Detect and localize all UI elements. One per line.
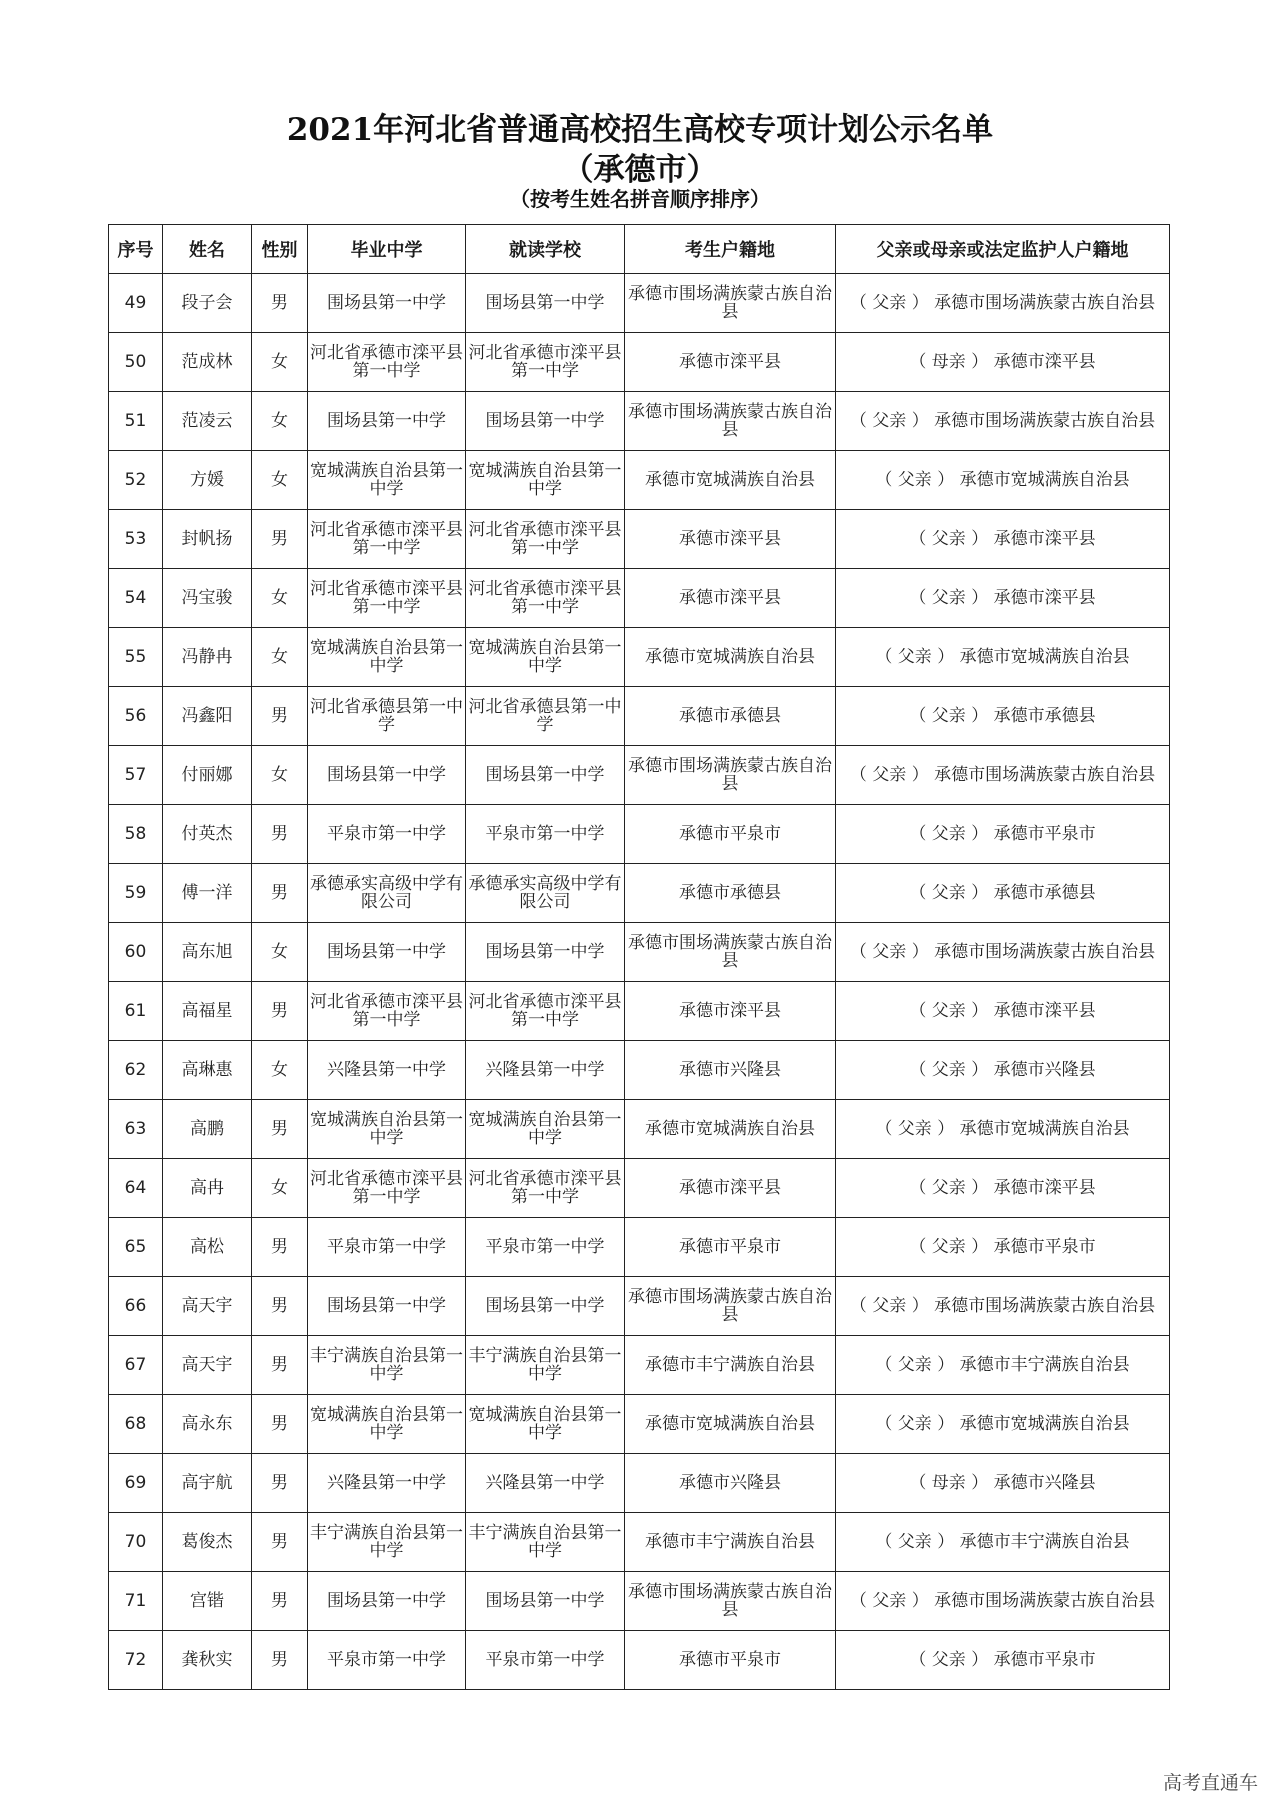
cell-seq: 67 bbox=[109, 1336, 163, 1395]
cell-current-school: 平泉市第一中学 bbox=[466, 1631, 625, 1690]
cell-grad-school: 平泉市第一中学 bbox=[308, 805, 466, 864]
cell-grad-school: 河北省承德市滦平县第一中学 bbox=[308, 982, 466, 1041]
table-header-row bbox=[109, 225, 1170, 274]
cell-grad-school: 围场县第一中学 bbox=[308, 746, 466, 805]
cell-name: 高松 bbox=[163, 1218, 252, 1277]
cell-name: 高天宇 bbox=[163, 1277, 252, 1336]
cell-current-school: 河北省承德市滦平县第一中学 bbox=[466, 510, 625, 569]
cell-gender: 男 bbox=[252, 1454, 308, 1513]
cell-name: 段子会 bbox=[163, 274, 252, 333]
cell-residence: 承德市平泉市 bbox=[625, 1631, 836, 1690]
cell-grad-school: 宽城满族自治县第一中学 bbox=[308, 1395, 466, 1454]
table-row bbox=[109, 746, 1170, 805]
cell-residence: 承德市围场满族蒙古族自治县 bbox=[625, 392, 836, 451]
cell-guardian-residence: （ 父亲 ） 承德市围场满族蒙古族自治县 bbox=[836, 1572, 1170, 1631]
cell-gender: 女 bbox=[252, 746, 308, 805]
table-row bbox=[109, 687, 1170, 746]
cell-guardian-residence: （ 父亲 ） 承德市围场满族蒙古族自治县 bbox=[836, 923, 1170, 982]
cell-gender: 男 bbox=[252, 982, 308, 1041]
table-row bbox=[109, 333, 1170, 392]
cell-gender: 男 bbox=[252, 274, 308, 333]
table-row bbox=[109, 982, 1170, 1041]
cell-grad-school: 河北省承德县第一中学 bbox=[308, 687, 466, 746]
table-row bbox=[109, 392, 1170, 451]
table-row bbox=[109, 628, 1170, 687]
table-row bbox=[109, 1159, 1170, 1218]
cell-seq: 72 bbox=[109, 1631, 163, 1690]
cell-gender: 男 bbox=[252, 1336, 308, 1395]
cell-gender: 男 bbox=[252, 1277, 308, 1336]
cell-name: 付丽娜 bbox=[163, 746, 252, 805]
cell-guardian-residence: （ 父亲 ） 承德市兴隆县 bbox=[836, 1041, 1170, 1100]
cell-seq: 70 bbox=[109, 1513, 163, 1572]
cell-guardian-residence: （ 父亲 ） 承德市滦平县 bbox=[836, 1159, 1170, 1218]
cell-residence: 承德市滦平县 bbox=[625, 982, 836, 1041]
cell-current-school: 河北省承德市滦平县第一中学 bbox=[466, 569, 625, 628]
cell-seq: 65 bbox=[109, 1218, 163, 1277]
cell-guardian-residence: （ 父亲 ） 承德市围场满族蒙古族自治县 bbox=[836, 392, 1170, 451]
cell-gender: 男 bbox=[252, 1100, 308, 1159]
cell-current-school: 宽城满族自治县第一中学 bbox=[466, 1100, 625, 1159]
cell-grad-school: 宽城满族自治县第一中学 bbox=[308, 451, 466, 510]
cell-guardian-residence: （ 父亲 ） 承德市滦平县 bbox=[836, 510, 1170, 569]
cell-name: 方媛 bbox=[163, 451, 252, 510]
cell-grad-school: 河北省承德市滦平县第一中学 bbox=[308, 510, 466, 569]
table-row bbox=[109, 864, 1170, 923]
cell-guardian-residence: （ 父亲 ） 承德市滦平县 bbox=[836, 982, 1170, 1041]
cell-gender: 女 bbox=[252, 451, 308, 510]
cell-seq: 51 bbox=[109, 392, 163, 451]
cell-residence: 承德市平泉市 bbox=[625, 805, 836, 864]
cell-grad-school: 围场县第一中学 bbox=[308, 1572, 466, 1631]
cell-seq: 63 bbox=[109, 1100, 163, 1159]
cell-grad-school: 河北省承德市滦平县第一中学 bbox=[308, 1159, 466, 1218]
cell-name: 付英杰 bbox=[163, 805, 252, 864]
cell-name: 宫锴 bbox=[163, 1572, 252, 1631]
roster-table bbox=[108, 224, 1170, 1690]
table-body bbox=[109, 274, 1170, 1690]
cell-name: 冯宝骏 bbox=[163, 569, 252, 628]
cell-gender: 男 bbox=[252, 1218, 308, 1277]
cell-seq: 57 bbox=[109, 746, 163, 805]
cell-grad-school: 宽城满族自治县第一中学 bbox=[308, 628, 466, 687]
cell-guardian-residence: （ 父亲 ） 承德市滦平县 bbox=[836, 569, 1170, 628]
cell-current-school: 丰宁满族自治县第一中学 bbox=[466, 1336, 625, 1395]
cell-current-school: 围场县第一中学 bbox=[466, 746, 625, 805]
cell-guardian-residence: （ 母亲 ） 承德市兴隆县 bbox=[836, 1454, 1170, 1513]
cell-name: 高东旭 bbox=[163, 923, 252, 982]
cell-guardian-residence: （ 父亲 ） 承德市平泉市 bbox=[836, 1631, 1170, 1690]
table-row bbox=[109, 1572, 1170, 1631]
cell-grad-school: 平泉市第一中学 bbox=[308, 1631, 466, 1690]
cell-residence: 承德市丰宁满族自治县 bbox=[625, 1336, 836, 1395]
cell-guardian-residence: （ 父亲 ） 承德市丰宁满族自治县 bbox=[836, 1336, 1170, 1395]
header-gender: 性别 bbox=[252, 225, 308, 274]
cell-gender: 男 bbox=[252, 687, 308, 746]
document-title: 2021年河北省普通高校招生高校专项计划公示名单 bbox=[286, 112, 994, 148]
cell-gender: 男 bbox=[252, 805, 308, 864]
cell-seq: 56 bbox=[109, 687, 163, 746]
cell-grad-school: 丰宁满族自治县第一中学 bbox=[308, 1336, 466, 1395]
cell-guardian-residence: （ 父亲 ） 承德市宽城满族自治县 bbox=[836, 628, 1170, 687]
cell-current-school: 兴隆县第一中学 bbox=[466, 1454, 625, 1513]
table-row bbox=[109, 1100, 1170, 1159]
header-guardian-residence: 父亲或母亲或法定监护人户籍地 bbox=[836, 225, 1170, 274]
cell-guardian-residence: （ 父亲 ） 承德市宽城满族自治县 bbox=[836, 1100, 1170, 1159]
cell-seq: 59 bbox=[109, 864, 163, 923]
cell-name: 高宇航 bbox=[163, 1454, 252, 1513]
cell-current-school: 围场县第一中学 bbox=[466, 1572, 625, 1631]
cell-residence: 承德市宽城满族自治县 bbox=[625, 451, 836, 510]
table-row bbox=[109, 1631, 1170, 1690]
cell-current-school: 兴隆县第一中学 bbox=[466, 1041, 625, 1100]
cell-residence: 承德市围场满族蒙古族自治县 bbox=[625, 746, 836, 805]
cell-current-school: 河北省承德市滦平县第一中学 bbox=[466, 333, 625, 392]
header-name: 姓名 bbox=[163, 225, 252, 274]
cell-gender: 男 bbox=[252, 1513, 308, 1572]
cell-current-school: 河北省承德市滦平县第一中学 bbox=[466, 1159, 625, 1218]
table-row bbox=[109, 1218, 1170, 1277]
cell-residence: 承德市围场满族蒙古族自治县 bbox=[625, 274, 836, 333]
cell-residence: 承德市宽城满族自治县 bbox=[625, 1395, 836, 1454]
cell-grad-school: 围场县第一中学 bbox=[308, 274, 466, 333]
header-current-school: 就读学校 bbox=[466, 225, 625, 274]
cell-name: 葛俊杰 bbox=[163, 1513, 252, 1572]
table-row bbox=[109, 569, 1170, 628]
cell-current-school: 平泉市第一中学 bbox=[466, 805, 625, 864]
header-grad-school: 毕业中学 bbox=[308, 225, 466, 274]
document-subtitle: （承德市） bbox=[562, 152, 718, 188]
cell-current-school: 河北省承德市滦平县第一中学 bbox=[466, 982, 625, 1041]
cell-gender: 女 bbox=[252, 392, 308, 451]
cell-residence: 承德市滦平县 bbox=[625, 569, 836, 628]
cell-seq: 54 bbox=[109, 569, 163, 628]
cell-seq: 52 bbox=[109, 451, 163, 510]
cell-name: 高琳惠 bbox=[163, 1041, 252, 1100]
header-seq: 序号 bbox=[109, 225, 163, 274]
cell-name: 冯鑫阳 bbox=[163, 687, 252, 746]
cell-grad-school: 承德承实高级中学有限公司 bbox=[308, 864, 466, 923]
table-row bbox=[109, 274, 1170, 333]
cell-grad-school: 兴隆县第一中学 bbox=[308, 1041, 466, 1100]
cell-residence: 承德市滦平县 bbox=[625, 510, 836, 569]
cell-residence: 承德市宽城满族自治县 bbox=[625, 1100, 836, 1159]
cell-guardian-residence: （ 父亲 ） 承德市围场满族蒙古族自治县 bbox=[836, 746, 1170, 805]
table-row bbox=[109, 805, 1170, 864]
cell-residence: 承德市平泉市 bbox=[625, 1218, 836, 1277]
cell-name: 封帆扬 bbox=[163, 510, 252, 569]
sort-note: （按考生姓名拼音顺序排序） bbox=[510, 187, 770, 211]
cell-grad-school: 围场县第一中学 bbox=[308, 1277, 466, 1336]
cell-guardian-residence: （ 父亲 ） 承德市丰宁满族自治县 bbox=[836, 1513, 1170, 1572]
cell-name: 高永东 bbox=[163, 1395, 252, 1454]
cell-guardian-residence: （ 父亲 ） 承德市承德县 bbox=[836, 687, 1170, 746]
cell-residence: 承德市丰宁满族自治县 bbox=[625, 1513, 836, 1572]
cell-residence: 承德市滦平县 bbox=[625, 333, 836, 392]
cell-seq: 60 bbox=[109, 923, 163, 982]
cell-gender: 女 bbox=[252, 569, 308, 628]
cell-seq: 50 bbox=[109, 333, 163, 392]
cell-gender: 女 bbox=[252, 923, 308, 982]
cell-guardian-residence: （ 父亲 ） 承德市宽城满族自治县 bbox=[836, 451, 1170, 510]
table-row bbox=[109, 1513, 1170, 1572]
cell-residence: 承德市兴隆县 bbox=[625, 1041, 836, 1100]
cell-gender: 男 bbox=[252, 510, 308, 569]
table-row bbox=[109, 510, 1170, 569]
table-row bbox=[109, 1041, 1170, 1100]
table-row bbox=[109, 451, 1170, 510]
cell-name: 高福星 bbox=[163, 982, 252, 1041]
cell-residence: 承德市围场满族蒙古族自治县 bbox=[625, 1277, 836, 1336]
cell-residence: 承德市围场满族蒙古族自治县 bbox=[625, 1572, 836, 1631]
cell-current-school: 宽城满族自治县第一中学 bbox=[466, 628, 625, 687]
cell-gender: 男 bbox=[252, 864, 308, 923]
cell-name: 范凌云 bbox=[163, 392, 252, 451]
cell-seq: 64 bbox=[109, 1159, 163, 1218]
cell-current-school: 围场县第一中学 bbox=[466, 1277, 625, 1336]
cell-guardian-residence: （ 父亲 ） 承德市平泉市 bbox=[836, 805, 1170, 864]
cell-seq: 69 bbox=[109, 1454, 163, 1513]
table-row bbox=[109, 1395, 1170, 1454]
cell-name: 高鹏 bbox=[163, 1100, 252, 1159]
cell-grad-school: 河北省承德市滦平县第一中学 bbox=[308, 569, 466, 628]
cell-seq: 49 bbox=[109, 274, 163, 333]
cell-gender: 男 bbox=[252, 1572, 308, 1631]
cell-grad-school: 河北省承德市滦平县第一中学 bbox=[308, 333, 466, 392]
cell-name: 龚秋实 bbox=[163, 1631, 252, 1690]
cell-name: 傅一洋 bbox=[163, 864, 252, 923]
cell-gender: 女 bbox=[252, 1159, 308, 1218]
table-row bbox=[109, 923, 1170, 982]
cell-seq: 62 bbox=[109, 1041, 163, 1100]
cell-residence: 承德市滦平县 bbox=[625, 1159, 836, 1218]
cell-current-school: 承德承实高级中学有限公司 bbox=[466, 864, 625, 923]
cell-gender: 女 bbox=[252, 1041, 308, 1100]
cell-seq: 61 bbox=[109, 982, 163, 1041]
cell-gender: 女 bbox=[252, 333, 308, 392]
cell-seq: 66 bbox=[109, 1277, 163, 1336]
cell-residence: 承德市承德县 bbox=[625, 864, 836, 923]
cell-current-school: 围场县第一中学 bbox=[466, 923, 625, 982]
cell-guardian-residence: （ 父亲 ） 承德市平泉市 bbox=[836, 1218, 1170, 1277]
cell-current-school: 平泉市第一中学 bbox=[466, 1218, 625, 1277]
cell-name: 冯静冉 bbox=[163, 628, 252, 687]
cell-residence: 承德市围场满族蒙古族自治县 bbox=[625, 923, 836, 982]
cell-grad-school: 兴隆县第一中学 bbox=[308, 1454, 466, 1513]
cell-residence: 承德市宽城满族自治县 bbox=[625, 628, 836, 687]
watermark-brand: 高考直通车 bbox=[1162, 1772, 1258, 1794]
cell-guardian-residence: （ 父亲 ） 承德市宽城满族自治县 bbox=[836, 1395, 1170, 1454]
cell-guardian-residence: （ 父亲 ） 承德市围场满族蒙古族自治县 bbox=[836, 274, 1170, 333]
cell-name: 高冉 bbox=[163, 1159, 252, 1218]
cell-seq: 71 bbox=[109, 1572, 163, 1631]
cell-gender: 男 bbox=[252, 1395, 308, 1454]
cell-residence: 承德市兴隆县 bbox=[625, 1454, 836, 1513]
header-residence: 考生户籍地 bbox=[625, 225, 836, 274]
cell-grad-school: 平泉市第一中学 bbox=[308, 1218, 466, 1277]
cell-current-school: 围场县第一中学 bbox=[466, 392, 625, 451]
cell-current-school: 围场县第一中学 bbox=[466, 274, 625, 333]
cell-grad-school: 丰宁满族自治县第一中学 bbox=[308, 1513, 466, 1572]
table-row bbox=[109, 1454, 1170, 1513]
cell-gender: 男 bbox=[252, 1631, 308, 1690]
cell-gender: 女 bbox=[252, 628, 308, 687]
cell-name: 范成林 bbox=[163, 333, 252, 392]
cell-grad-school: 围场县第一中学 bbox=[308, 392, 466, 451]
cell-seq: 55 bbox=[109, 628, 163, 687]
cell-seq: 53 bbox=[109, 510, 163, 569]
cell-residence: 承德市承德县 bbox=[625, 687, 836, 746]
cell-seq: 58 bbox=[109, 805, 163, 864]
cell-guardian-residence: （ 母亲 ） 承德市滦平县 bbox=[836, 333, 1170, 392]
table-row bbox=[109, 1277, 1170, 1336]
cell-current-school: 河北省承德县第一中学 bbox=[466, 687, 625, 746]
cell-grad-school: 宽城满族自治县第一中学 bbox=[308, 1100, 466, 1159]
cell-guardian-residence: （ 父亲 ） 承德市承德县 bbox=[836, 864, 1170, 923]
table-row bbox=[109, 1336, 1170, 1395]
cell-current-school: 丰宁满族自治县第一中学 bbox=[466, 1513, 625, 1572]
cell-current-school: 宽城满族自治县第一中学 bbox=[466, 451, 625, 510]
cell-seq: 68 bbox=[109, 1395, 163, 1454]
cell-guardian-residence: （ 父亲 ） 承德市围场满族蒙古族自治县 bbox=[836, 1277, 1170, 1336]
cell-name: 高天宇 bbox=[163, 1336, 252, 1395]
cell-grad-school: 围场县第一中学 bbox=[308, 923, 466, 982]
cell-current-school: 宽城满族自治县第一中学 bbox=[466, 1395, 625, 1454]
